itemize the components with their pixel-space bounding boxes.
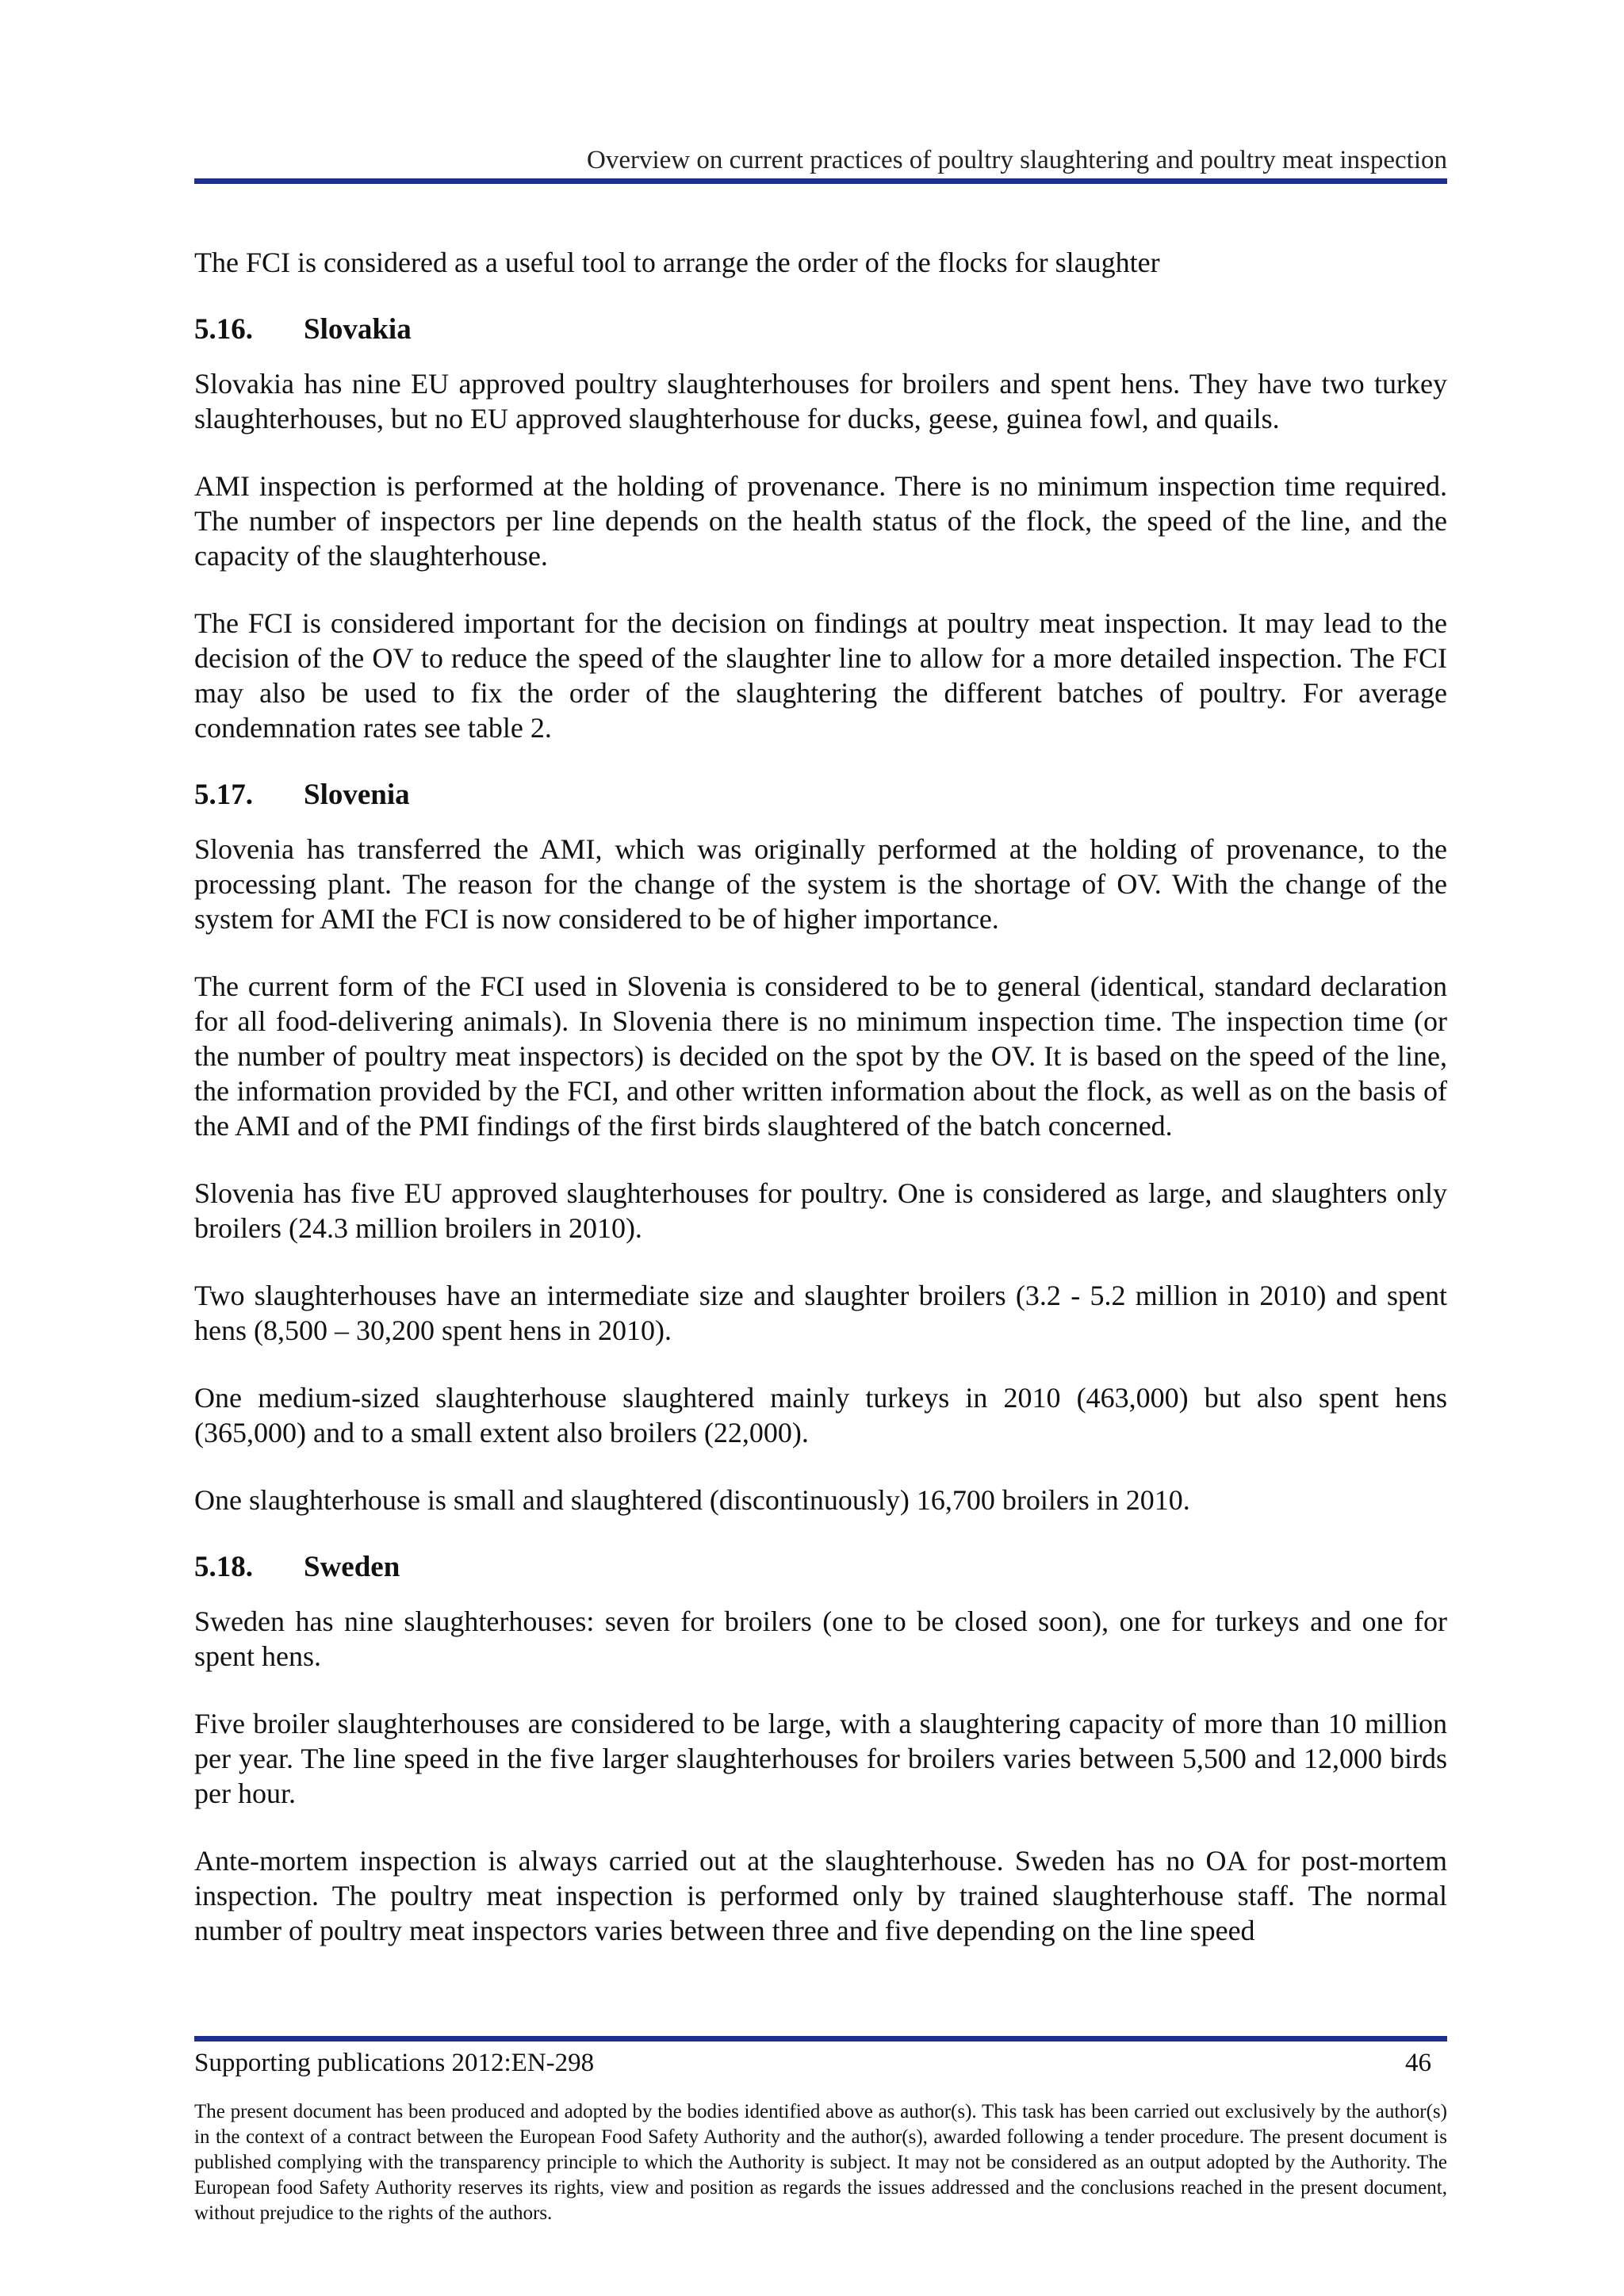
publication-reference: Supporting publications 2012:EN-298: [194, 2049, 595, 2077]
section-title: Sweden: [304, 1551, 400, 1583]
body-text: [194, 245, 1447, 1980]
section-number: 5.18.: [194, 1551, 253, 1583]
paragraph: Slovenia has transferred the AMI, which was originally performed at the holding of provenance, to the processing plant. The reason for the change of the system is the shortage of OV. With the change of the system for AMI the FCI is now considered to be of higher importance.: [194, 833, 1447, 935]
footer-line: [194, 2047, 1447, 2079]
running-header: Overview on current practices of poultry slaughtering and poultry meat inspection: [586, 146, 1447, 174]
section-heading-sweden: [194, 1550, 1447, 1585]
section-heading-slovakia: [194, 312, 1447, 347]
section-number: 5.17.: [194, 779, 253, 811]
paragraph: Five broiler slaughterhouses are considered to be large, with a slaughtering capacity of more than 10 million per year. The line speed in the five larger slaughterhouses for broilers varies between 5,500 and 12,000 birds per hour.: [194, 1708, 1447, 1809]
paragraph: Slovenia has five EU approved slaughterhouses for poultry. One is considered as large, and slaughters only broilers (24.3 million broilers in 2010).: [194, 1177, 1447, 1244]
paragraph: Sweden has nine slaughterhouses: seven for broilers (one to be closed soon), one for turkeys and one for spent hens.: [194, 1605, 1447, 1672]
paragraph: The current form of the FCI used in Slovenia is considered to be to general (identical, standard declaration for all food-delivering animals). In Slovenia there is no minimum inspection time. The inspection time (or the number of poultry meat inspectors) is decided on the spot by the OV. It is based on the speed of the line, the information provided by the FCI, and other written information about the flock, as well as on the basis of the AMI and of the PMI findings of the first birds slaughtered of the batch concerned.: [194, 970, 1447, 1142]
document-page: [194, 0, 1447, 2296]
section-number: 5.16.: [194, 313, 253, 346]
section-title: Slovakia: [304, 313, 412, 346]
paragraph: Ante-mortem inspection is always carried out at the slaughterhouse. Sweden has no OA for post-mortem inspection. The poultry meat inspection is performed only by trained slaughterhouse staff. The normal number of poultry meat inspectors varies between three and five depending on the line speed: [194, 1845, 1447, 1946]
section-title: Slovenia: [304, 779, 410, 811]
footer-rule: [194, 2036, 1447, 2042]
intro-paragraph: The FCI is considered as a useful tool to arrange the order of the flocks for slaughter: [194, 247, 1160, 278]
paragraph: One slaughterhouse is small and slaughtered (discontinuously) 16,700 broilers in 2010.: [194, 1484, 1190, 1516]
paragraph: Two slaughterhouses have an intermediate size and slaughter broilers (3.2 - 5.2 million in 2010) and spent hens (8,500 – 30,200 spent hens in 2010).: [194, 1280, 1447, 1346]
paragraph: AMI inspection is performed at the holding of provenance. There is no minimum inspection time required. The number of inspectors per line depends on the health status of the flock, the speed of the line, and the capacity of the slaughterhouse.: [194, 470, 1447, 572]
paragraph: The FCI is considered important for the decision on findings at poultry meat inspection. It may lead to the decision of the OV to reduce the speed of the slaughter line to allow for a more detailed inspection. The FCI may also be used to fix the order of the slaughtering the different batches of poultry. For average condemnation rates see table 2.: [194, 607, 1447, 744]
paragraph: One medium-sized slaughterhouse slaughtered mainly turkeys in 2010 (463,000) but also spent hens (365,000) and to a small extent also broilers (22,000).: [194, 1382, 1447, 1448]
footer-disclaimer: The present document has been produced and adopted by the bodies identified above as author(s). This task has been carried out exclusively by the author(s) in the context of a contract between the European Food Safety Authority and the author(s), awarded following a tender procedure. The present document is published complying with the transparency principle to which the Authority is subject. It may not be considered as an output adopted by the Authority. The European food Safety Authority reserves its rights, view and position as regards the issues addressed and the conclusions reached in the present document, without prejudice to the rights of the authors.: [194, 2101, 1447, 2224]
page-number: 46: [1405, 2049, 1431, 2077]
paragraph: Slovakia has nine EU approved poultry slaughterhouses for broilers and spent hens. They have two turkey slaughterhouses, but no EU approved slaughterhouse for ducks, geese, guinea fowl, and quails.: [194, 368, 1447, 434]
section-heading-slovenia: [194, 778, 1447, 813]
header-rule: [194, 178, 1447, 184]
